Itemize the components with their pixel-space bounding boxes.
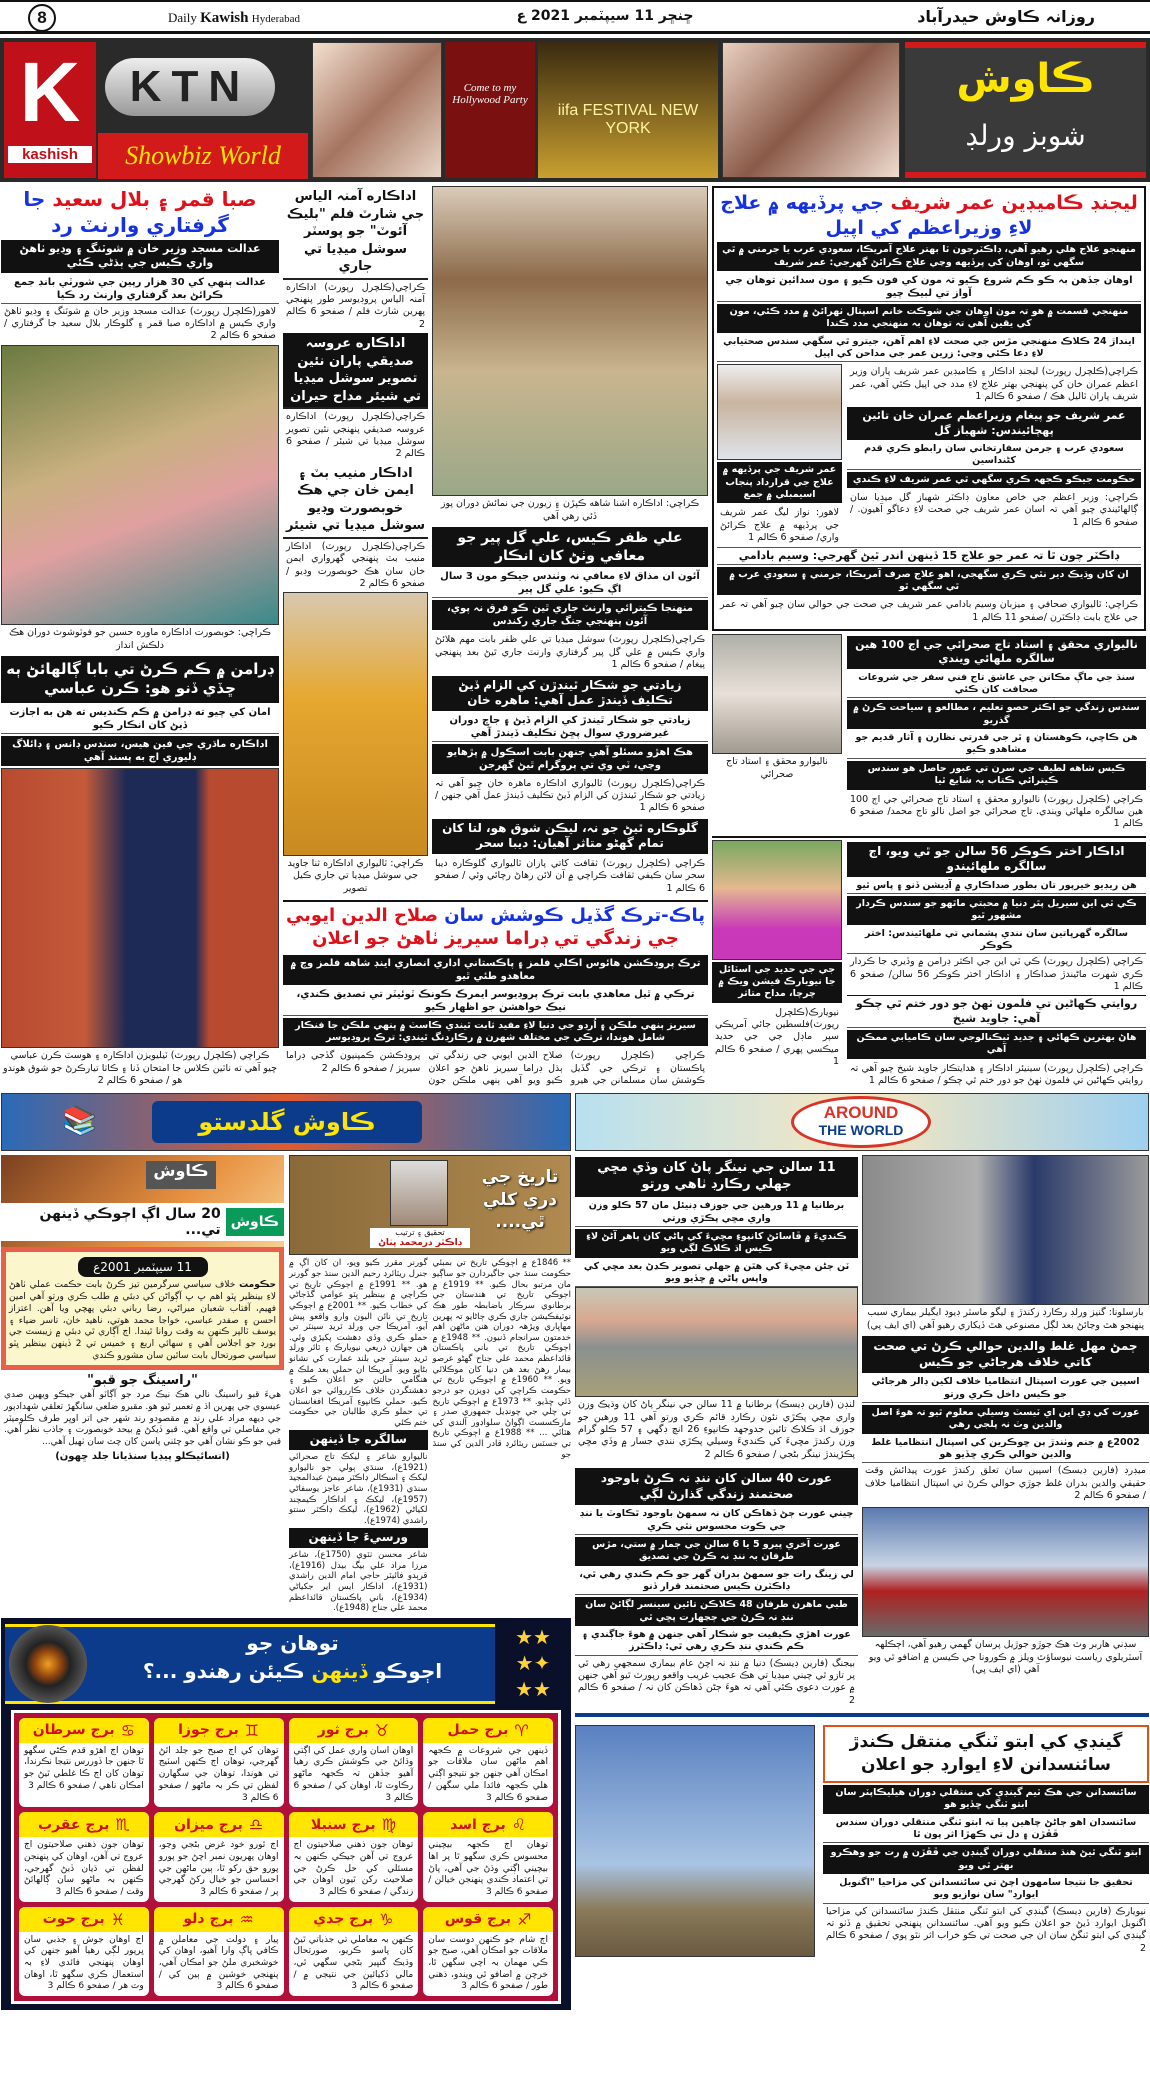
sana-javed-photo <box>283 592 428 856</box>
article-body: ڪراچي(ڪلچرل رپورٽ) سوشل ميڊيا تي علي ظفر بابت مهم هلائڻ واري ڪيس ۾ علي گل پير گرفتاري وارنٽ جاري ٿيڻ بعد پنهنجي پيغام / صفحو 6 ڪالم 1 <box>435 634 705 671</box>
brief-headline: اداڪاره عروسہ صديقي پاران نئين تصوير سوشل ميڊيا تي شيئر مداح حيران <box>283 333 428 409</box>
photo-caption: سڊني هاربر وٽ هڪ جوڙو جوڙيل پرسان گهمي رهيو آهي، اڄڪلهہ آسٽريلوي رياست نيوساؤٿ ويلز ۾ ڪورونا جي ڪيسن ۾ اضافو ٿي ويو آهي (اي ايف پي) <box>868 1639 1143 1676</box>
aquarius-icon: ♒ <box>239 1909 254 1929</box>
kiran-abbasi-photo <box>1 768 279 1049</box>
deck: برطانيا ۾ 11 ورهين جي جوزف ڊنيئل مان 57 ڪلو وزن واري مڇي پڪڙي ورتي <box>575 1199 858 1227</box>
zodiac-sign-name: برج دلو <box>183 1911 234 1928</box>
article-body: ڪراچي (ڪلچرل رپورٽ) سينيئر اداڪار ۽ هدايتڪار جاويد شيخ چيو آهي تہ روايتي ڪهاڻين تي فلمون ٺهڻ جو دور ختم ٿي چڪو / صفحو 6 ڪالم 1 <box>850 1062 1143 1087</box>
around-world-badge <box>791 1096 931 1148</box>
deck: تحقيق جا نتيجا سامهون اچڻ تي سائنسدانن کي مزاحيا "اگنوبل ايوارڊ" سان نوازيو ويو <box>823 1876 1149 1904</box>
daily-city: Hyderabad <box>251 13 301 25</box>
zodiac-forecast: ڏينهن جي شروعات ۾ ڪجهہ اهم ماڻهن سان ملاقات جو امڪان آهي جنهن جو نتيجو اڳتي هلي ڪجهہ فائدا ملي سگهن / صفحو 6 ڪالم 3 <box>428 1745 548 1803</box>
zodiac-card-header <box>19 1907 149 1932</box>
headline: روايتي ڪهاڻين تي فلمون ٺهڻ جو دور ختم ٿي چڪو آهي: جاويد شيخ <box>847 996 1146 1028</box>
story-taj-sahrai <box>712 634 1146 832</box>
brief-headline: اداڪاره آمنہ الياس جي شارٽ فلم "بليڪ آئوٽ" جو پوسٽر سوشل ميڊيا تي جاري <box>283 186 428 280</box>
horoscope-title-2: اڄوڪو ڏينهن ڪيئن رهندو ...؟ <box>142 1658 443 1683</box>
compiler-name: ڊاڪٽر درمحمد پٺاڻ <box>378 1237 462 1248</box>
deck: آئون ان مذاق لاءِ معافي نہ وٺندس جيڪو مون 3 سال اڳ ڪيو: علي گل پير <box>432 569 708 598</box>
tareekh-section <box>289 1155 571 1613</box>
deck: زيادتي جو شڪار ٿيندڙ کي الزام ڏيڻ ۽ جاچ دوران غيرضروري سوال پڇڻ تڪليف ڏيندڙ آهي <box>432 713 708 742</box>
virgo-icon: ♍ <box>381 1815 396 1835</box>
zodiac-card <box>19 1907 149 1996</box>
story-akhtar-kokar <box>712 836 1146 1090</box>
headline: زيادتي جو شڪار ٿيندڙن کي الزام ڏيڻ تڪليف ڏيندڙ عمل آهي: ماهره خان <box>432 676 708 711</box>
headline: اداڪار اختر ڪوڪر 56 سالن جو ٿي ويو، اڄ سالگره ملهائيندو <box>847 842 1146 877</box>
deck: اوهان جڏهن بہ ڪو ڪم شروع ڪيو تہ مون کي فون ڪيو ۽ مون سدائين توهان جي آواز تي لبيڪ چيو <box>717 273 1141 302</box>
deck: سندس زندگي جو اڪثر حصو تعليم ، مطالعو ۽ سياحت ڪرڻ ۾ گذريو <box>847 700 1146 729</box>
scorpio-icon: ♏ <box>115 1815 130 1835</box>
aries-icon: ♈ <box>514 1720 529 1740</box>
body-text: خلاف سياسي سرگرمين تيز ڪرڻ بابت حڪمت عملي ٺاهڻ لاءِ بينظير ڀٽو اهم ڀ ڀ آڳواڻن کي دبئي ۾ طلب ڪري ورتو آهي امين فهيم، آفتاب شعبان ميراڻي، رضا رباني دبئي پهچي ويا آهن. اعتزاز احسن ۽ صفدر عباسي، خواجا محمد هوتي، ناهيد خان، تاسر ضياء ۽ يوسف ٽالپر ڪنهن به وقت روانا ٿيندا. اڄ آڳاري ٿي دبئي ۾ زيبسٽ جي بورڊ جو اجلاس آهي ۽ سهائي اربع ۽ خميس تي 2 ڏينهن بينظير ڀٽو سياسي صورتحال بابت ساٿين سان مشورو ڪندي <box>9 1280 276 1361</box>
main-content <box>1 186 1149 2010</box>
kawish20-title <box>1 1203 284 1241</box>
story-javed-sheikh <box>847 995 1146 1089</box>
zodiac-card-header <box>154 1907 284 1932</box>
kawish-logo-top: ڪاوش <box>956 56 1095 102</box>
birthdays-body: ناليوارو شاعر ۽ ليکڪ تاج صحرائي (1921ع)، سنڌي ٻولي جو ناليوارو ليکڪ ۽ اسڪالر ڊاڪٽر ميمڻ عبدالمجيد سنڌي (1931ع)، شاعر عاجز يوسفاڻي (1957ع)، ليکڪ ۽ اداڪار ڪيمچند لکياڻي (1962ع)، ليکڪ ڊاڪٽر سنتو راشدي (1974ع). <box>289 1452 428 1526</box>
left-column <box>1 186 279 1089</box>
deck: سائنسدانن جي هڪ ٽيم گينڊي کي منتقلي دوران هيليڪاپٽر سان ابتو ٽنگي ڇڏيو هو <box>823 1785 1149 1814</box>
deck: سيريز ٻنهي ملڪن ۽ اُرڊو جي دنيا لاءِ مفيد ثابت ٿيندي ڪاسٽ ۾ ٻنهي ملڪن جا فنڪار شامل هوندا، ترڪي جي مختلف شهرن ۾ رڪارڊنگ ٿيندي: ترڪ پروڊيوسر <box>283 1018 708 1047</box>
zodiac-forecast: اڄ ٿورو خود غرض بڻجي وڃو، اوهان پهريون نمبر اچڻ جو پورو پورو حق رکو ٿا، ٻين ماڻهن جي احساسن جو خيال رکڻ گهرجي پر / صفحو 6 ڪالم 3 <box>158 1840 279 1897</box>
deck: منهنجي قسمت ۾ هو تہ مون اوهان جي شوڪت خانم اسپتال ٺهرائڻ ۾ مدد ڪئي، مون کي يقين آهي تہ توهان بہ منهنجي مدد ڪندا <box>717 304 1141 333</box>
story-umar-sharif <box>712 186 1146 631</box>
zodiac-card <box>289 1812 419 1901</box>
rasing-title: "راسينگ جو قبو" <box>87 1373 198 1389</box>
page-number: 8 <box>28 4 56 32</box>
kawish-showbiz-logo <box>905 42 1146 178</box>
kawish20-tag: ڪاوش <box>226 1208 284 1236</box>
zodiac-card-header <box>19 1812 149 1837</box>
kawish20-body <box>9 1280 276 1362</box>
deck: ڪنديءَ ۾ ڦاسائڻ کانپوءِ مڇيءَ کي پاڻي کان ٻاهر آڻڻ لاءِ ڪيس اڌ ڪلاڪ لڳي ويو <box>575 1229 858 1258</box>
deck: لي زينگ رات جو سمهڻ بدران گهر جو ڪم ڪندي رهي ٿي، ڊاڪٽرن ڪيس صحتمند قرار ڏنو <box>575 1568 858 1596</box>
photo-caption: ڪراچي: اداڪاره اشنا شاهه ڪپڙن ۽ زيورن جي نمائش دوران پوز ڏئي رهي آهي <box>440 498 700 522</box>
akhtar-kokar-photo <box>712 840 842 960</box>
article-body: نيويارڪ (فارين ڊيسڪ) گينڊي کي ابتو ٽنگي منتقل ڪندڙ سائنسدانن کي مزاحيا اگنوبل ايوارڊ ڏيڻ جو اعلان ڪيو ويو آهي. سائنسدانن پنهنجي تحقيق ۾ ڏٺو تہ گينڊي کي ابتو ٽنگڻ سان ان جي صحت تي ڪو خراب اثر نٿو پوي / صفحو 6 ڪالم 2 <box>826 1905 1146 1954</box>
death-anniversaries-body: شاعر محسن ٺٽوي (1750ع)، شاعر مرزا مراد علي بيگ بيدل (1916ع)، قرٻدو فائيٽر حاجي امام الدين راشدي (1931ع)، اداڪار ايس اير جکياڻي (1934ع)، باني پاڪستان قائداعظم محمد علي جناح (1948ع). <box>289 1550 428 1614</box>
brief-urwa <box>283 333 428 463</box>
compiler-box <box>370 1228 470 1248</box>
ktn-logo: KTN <box>105 58 275 116</box>
kawish20-logo: ڪاوش <box>146 1161 216 1189</box>
zodiac-card <box>154 1812 284 1901</box>
zodiac-card <box>154 1718 284 1807</box>
article-body: ميڊرڊ (فارين ڊيسڪ) اسپين سان تعلق رکندڙ عورت پيدائش وقت حقيقي والدين بدران غلط جوڙي حوالي ڪرڻ تي اسپتال انتظاميا خلاف / صفحو 6 ڪالم 2 <box>865 1465 1146 1502</box>
zodiac-forecast: اوهان اسان واري عمل کي اڳتي وڌائڻ جي ڪوشش ڪري رهيا آهيو جڏهن تہ ڪجهہ ماڻهو رڪاوٽ ٿا، اوهان کي / صفحو 6 ڪالم 3 <box>293 1745 414 1803</box>
zodiac-forecast: توهان جون ذهني صلاحيتون اڄ عروج تي آهن جيڪي ڪنهن بہ مسئلي کي حل ڪرڻ جي صلاحيت رکن ٿيون اوهان جي زندگي / صفحو 6 ڪالم 3 <box>293 1840 414 1897</box>
kawish20-title-text: 20 سال اڳ اڄوڪي ڏينهن تي... <box>39 1206 221 1239</box>
kashish-wordmark: kashish <box>8 146 92 163</box>
zodiac-forecast: توهان جون ذهني صلاحيتون اڄ عروج تي آهن، اوهان کي پنهنجن لفظن تي ڌيان ڏيڻ گهرجي، ڪنهن بہ ماڻهو سان ڳالهائڻ وقت / صفحو 6 ڪالم 3 <box>24 1840 144 1897</box>
zodiac-card <box>19 1812 149 1901</box>
story-sleep <box>575 1466 858 1709</box>
sydney-ferris-wheel-photo <box>862 1507 1149 1637</box>
deck: سنڌ جي ماڳ مڪانن جي عاشق تاج فني سفر جي شروعات صحافت کان ڪئي <box>847 671 1146 699</box>
deck: عورت کي ڊي اين اي ٽيسٽ وسيلي معلوم ٿيو تہ هوءَ اصل والدين وٽ نہ پلجي رهي <box>862 1405 1149 1434</box>
headline: ناليواري محقق ۽ استاد تاج صحرائي جي اڄ 100 هين سالگره ملهائي ويندي <box>847 636 1146 669</box>
brief-body: ڪراچي(ڪلچرل رپورٽ) اداڪاره آمنہ الياس پروڊيوسر طور پنهنجي پهرين شارٽ فلم / صفحو 6 ڪالم 2 <box>286 281 425 330</box>
mawra-hocane-photo <box>1 345 279 626</box>
sub-headline: عمر شريف جو پيغام وزيراعظم عمران خان تائين پهچائيندس: شهباز گل <box>847 407 1141 440</box>
bottom-section <box>1 1155 1149 2010</box>
headline: گينڊي کي ابتو ٽنگي منتقل ڪندڙ سائنسدانن لاءِ ايوارڊ جو اعلان <box>823 1725 1149 1783</box>
zodiac-sign-name: برج حوت <box>42 1911 105 1928</box>
kashish-logo <box>4 42 96 178</box>
deck: اداڪاره ماڌري جي فين هيس، سندس ڊانس ۽ ڊائلاگ ڊليوري اڄ به پسند آهي <box>1 736 279 766</box>
photo-caption-body: لاهور: نواز ليگ عمر شريف جي پرڏيهه ۾ علاج ڪرائڻ واري/ صفحو 6 ڪالم 1 <box>720 507 839 544</box>
sagittarius-icon: ♐ <box>517 1909 532 1929</box>
center-column <box>432 186 708 897</box>
deck: ان کان وڌيڪ دير نٿي ڪري سگهجي، اهو علاج صرف آمريڪا، جرمني ۽ سعودي عرب ۾ ٿي سگهي ٿو <box>717 567 1141 596</box>
headline: پاڪ-ترڪ گڏيل ڪوشش سان صلاح الدين ايوبي جي زندگي تي ڊراما سيريز ٺاهڻ جو اعلان <box>285 904 706 950</box>
zodiac-card-header <box>154 1812 284 1837</box>
rhino-helicopter-photo <box>575 1725 815 1957</box>
deck: حڪومت جيڪو ڪجهہ ڪري سگهي ٿي عمر شريف لاءِ ڪندي <box>847 472 1141 488</box>
zodiac-card-header <box>289 1718 419 1743</box>
tareekh-col-1: ** 1846ع ۾ اڄوڪي تاريخ تي بمبئي حڪومت سنڌ جي جاگيردارن جو ساڳيو مان مرتبو بحال ڪيو. ** 1919ع ۾ اڄوڪي تاريخ تي هندستان جي برطانوي سرڪار باضابطہ طور هڪ نوٽيفڪيشن جاري ڪري ڄاڻايو تہ پهرين مهاڀاري ويڙهہ دوران هنن ماڻهن اهم خدمتون سرانجام ڏنيون. ** 1948ع ۾ اڄوڪي تاريخ تي باني پاڪستان قائداعظم محمد علي جناح گهڻو عرصو بيمار رهڻ بعد هن دنيا کان موڪلائي ويو. ** 1960ع ۾ اڄوڪي تاريخ تي حڪومت ڪراچي کي ڊويزن جو درجو ڏئي ڇڏيو. ** 1973ع ۾ اڄوڪي تاريخ تي چلي جي چونڊيل جمهوري صدر ۽ مارڪسسٽ اڳواڻ سلواڊور آلندي کي هٽائي ... ** 1988ع ۾ اڄوڪي تاريخ تي جسٽس ريٽائرڊ قادر الدين کي سنڌ جو <box>432 1258 572 1460</box>
zodiac-sign-name: برج عقرب <box>38 1816 110 1833</box>
deck: عدالت مسجد وزير خان ۾ شوٽنگ ۽ وڊيو ٺاهڻ واري ڪيس جي ٻڌڻي ڪئي <box>1 240 279 273</box>
zodiac-forecast: توهان اڄ ڪجهہ بيچيني محسوس ڪري سگهو ٿا پر اها بيچيني اڳتي وڌڻ جي آهي، پاڻ تي اعتماد ڪندي پنهنجن خيالن / صفحو 6 ڪالم 3 <box>428 1840 548 1897</box>
article-body: ڪراچي (ڪلچرل رپورٽ) ثقافت کاتي پاران ٽاليواري گلوڪاره ديبا سحر سان ڪيفي ثقافت ڪراچي ۾ آن لائن رهاڻ رچائي وئي / صفحو 6 ڪالم 1 <box>435 857 705 894</box>
birthdays-title: سالگره جا ڏينهن <box>289 1430 428 1450</box>
daily-title-en <box>168 10 300 27</box>
zodiac-forecast: ڪنهن بہ معاملي تي جذباتي ٿيڻ کان پاسو ڪريو، صورتحال وڌيڪ گنڀير بڻجي سگهي ٿي، مالي ڏکيائين جي نتيجي ۾ / صفحو 6 ڪالم 3 <box>293 1934 414 1992</box>
photo-caption: ناليوارو محقق ۽ استاد تاج صحرائي <box>726 756 828 780</box>
zodiac-sign-name: برج سنبلا <box>310 1816 376 1833</box>
daily-name: Kawish <box>200 10 249 26</box>
k-logo: K <box>19 45 81 139</box>
libra-icon: ♎ <box>248 1815 264 1835</box>
daily-title-sd: روزانہ ڪاوش حيدرآباد <box>917 7 1095 26</box>
zodiac-card-header <box>289 1812 419 1837</box>
headline: عورت 40 سالن کان ننڊ نہ ڪرڻ باوجود صحتمند زندگي گذارڻ لڳي <box>575 1468 858 1505</box>
deck: عدالت ٻنهي کي 30 هزار رپين جي شورٽي بانڊ جمع ڪرائڻ بعد گرفتاري وارنٽ رد ڪيا <box>1 275 279 304</box>
article-body: ڪراچي: وزير اعظم جي خاص معاون ڊاڪٽر شهباز گل ميڊيا سان ڳالهائيندي چيو آهي تہ اسان عمر شريف جي صحت لاءِ دعاگو آهيون. / صفحو 6 ڪالم 1 <box>850 492 1138 528</box>
article-body: ڪراچي (ڪلچرل رپورٽ) ناليوارو محقق ۽ استاد تاج صحرائي جي اڄ 100 هين سالگره ملهائي ويندي. تاج صحرائي جو اصل نالو تاج محمد/ صفحو 6 ڪالم 1 <box>850 793 1143 830</box>
middle-columns <box>283 186 708 1089</box>
pisces-icon: ♓ <box>110 1909 125 1929</box>
zodiac-card <box>19 1718 149 1807</box>
taurus-icon: ♉ <box>374 1720 390 1740</box>
headline: گلوڪاره ٿيڻ جو نہ، ليڪن شوق هو، لتا کان تمام گهڻو متاثر آهيان: ديبا سحر <box>432 819 708 854</box>
article-body: لاهور(ڪلچرل رپورٽ) عدالت مسجد وزير خان ۾ شوٽنگ ۽ وڊيو ٺاهڻ واري ڪيس ۾ اداڪاره صبا قمر ۽ گلوڪار بلال سعيد جا گرفتاري / صفحو 6 ڪالم 2 <box>4 305 276 342</box>
right-column <box>712 186 1146 1089</box>
article-body: ڪراچي (ڪلچرل رپورٽ) پاڪستان ۽ ترڪي جي گڏيل ڪوشش سان مسلمانن جي هيرو صلاح الدين ايوبي جي زندگي تي ٻڌل ڊراما سيريز ٺاهڻ جو اعلان ڪيو ويو آهي ٻنهي ملڪن جون پروڊڪشن ڪمپنيون گڏجي ڊراما سيريز / صفحو 6 ڪالم 2 <box>286 1050 705 1087</box>
deck: چيني عورت ڄڻ ڏهاڪن کان نہ سمهڻ باوجود ٿڪاوٽ يا ننڊ جي ڪوت محسوس نٿي ڪري <box>575 1507 858 1535</box>
zodiac-card <box>289 1718 419 1807</box>
zodiac-card-header <box>289 1907 419 1932</box>
brief-amna <box>283 186 428 333</box>
brief-muneeb <box>283 463 428 593</box>
horoscope-section <box>1 1618 571 2010</box>
around-text: AROUND <box>823 1103 899 1123</box>
brief-body: ڪراچي(ڪلچرل رپورٽ) اداڪار منيب بٽ پنهنجي گهرواري ايمن خان سان هڪ خوبصورت وڊيو / صفحو 6 ڪالم 2 <box>286 540 425 589</box>
rasing-body: هيءَ قبو راسينگ نالي هڪ نيڪ مرد جو آڳاٽو آهي جيڪو ويهين صدي عيسوي جي پهرين اڌ ۾ تعمير ٿيو هو. مقبرو ضلعي سانگهڙ تعلقي شهدادپور جي ديهه مراد علي رند ۾ مقصودو رند شهر جي اتر اوڀر طرف ڪلوميٽر جي مفاصلي تي واقع آهي. قبو ڏيکڻ ۾ بيحد خوبصورت ۽ جاذب نظر آهي. قبي جو ڪو نشان آهي جو چئني پاسن کان چٽ سان ٺهيل آهي... <box>4 1390 281 1448</box>
world-text: THE WORLD <box>818 1122 904 1139</box>
sydney-photo-block <box>862 1507 1149 1678</box>
zodiac-forecast: پيار ۽ دولت جي معاملن ۾ ڪافي ڀاڳ وارا آهيو، اوهان کي خوشخبري ملڻ جو امڪان آهي، پنهنجي خوشين ۾ ٻين کي / صفحو 6 ڪالم 3 <box>158 1934 279 1992</box>
deck: ڪي ٽي اين سيريل پٿر دنيا ۾ محبتي ماٿهو جو سندس ڪردار مشهور ٿيو <box>847 896 1146 925</box>
headline: ڄمڻ مهل غلط والدين حوالي ڪرڻ تي صحت کاتي خلاف هرجاڻي جو ڪيس <box>862 1336 1149 1373</box>
headline: جي جي حديد جي اسٽائل جا نيويارڪ فيشن ويڪ ۾ چرچا، مداح متاثر <box>712 962 842 1003</box>
kawish20-date: 11 سيپٽمبر 2001ع <box>78 1257 208 1277</box>
stars-decoration: ★★ ★✦ ★★ <box>515 1624 551 1701</box>
story-rhino <box>575 1713 1149 1957</box>
zodiac-card-header <box>423 1812 553 1837</box>
zodiac-card <box>423 1718 553 1807</box>
compiler-label: تحقيق ۽ ترتيب <box>395 1228 445 1238</box>
zodiac-sign-name: برج جدي <box>313 1911 374 1928</box>
deck: هن ريڊيو خيرپور تان بطور صداڪاري ۾ آڊيشن ڏنو ۽ پاس ٿيو <box>847 879 1146 894</box>
death-anniversaries-title: ورسيءَ جا ڏينهن <box>289 1528 428 1548</box>
story-pak-turk <box>283 900 708 1090</box>
cancer-icon: ♋ <box>120 1720 135 1740</box>
zodiac-sign-name: برج ثور <box>317 1722 369 1739</box>
taj-sahrai-photo <box>712 634 842 754</box>
deck: هاڻ بهترين ڪهاڻي ۽ جديد ٽيڪنالوجي سان ڪاميابي ممڪن آهي <box>847 1030 1146 1059</box>
horoscope-header <box>5 1624 495 1704</box>
side-briefs <box>283 186 428 897</box>
tareekh-col-2: گورنر مقرر ڪيو ويو، ان کان اڳ ۾ جنرل ريٽائرڊ رحيم الدين سنڌ جو گورنر هو. ** 1991ع ۾ اڄوڪي تاريخ تي ڪراچي ۾ بينظير ڀٽو عوامي گڏجاڻي کي خطاب ڪيو. ** 2001ع ۾ اڄوڪي تاريخ تي نائن اليون وارو واقعو پيش آيو، آمريڪا جي ورلڊ ٽريڊ سينٽر تي حملو ڪري وڏي دهشت پکيڙي وئي. هن جهازن ذريعي نيويارڪ ۽ ٽائر ورلڊ ٽريڊ سينٽر جي بلند عمارت کي نشانو بڻايو ويو. آمريڪا ان حملي بعد ملڪ ۾ هنگامي حالتن جو اعلان ڪيو ۽ دهشتگردن خلاف ڪارروائي جو اعلان ڪيو. حملي ڪانپوءِ آمريڪا افغانستان تي حملو ڪري طالبان جي حڪومت ختم ڪئي <box>289 1258 428 1428</box>
kawish20-banner <box>1 1155 284 1247</box>
kawish-20-years <box>1 1155 284 1461</box>
sturgeon-photo <box>575 1287 858 1397</box>
gemini-icon: ♊ <box>244 1720 260 1740</box>
zodiac-card-header <box>423 1718 553 1743</box>
photo-caption-headline: عمر شريف جي پرڏيهه ۾ علاج جي قرارداد پنجاب اسيمبلي ۾ جمع <box>717 462 842 503</box>
headline: 11 سالن جي نينگر پاڻ کان وڏي مڇي جهلي رڪارڊ ٺاهي ورتو <box>575 1157 858 1197</box>
author-photo <box>390 1160 448 1226</box>
deck: ترڪ پروڊڪشن هائوس اڪلي فلمز ۽ پاڪستاني اداري انصاري اينڊ شاهه فلمز وچ ۾ معاهدو طئي ٿيو <box>283 955 708 985</box>
headline: علي ظفر ڪيس، علي گل پير جو معافي وٺڻ کان انڪار <box>432 527 708 567</box>
article-body: نيويارڪ(ڪلچرل رپورٽ)فلسطين جائي آمريڪي سپر ماڊل جي جي حديد ميڪسي پهري / صفحو 6 ڪالم 1 <box>715 1006 839 1067</box>
zodiac-wheel-icon <box>9 1625 87 1703</box>
deck: ترڪي ۾ ٿيل معاهدي بابت ترڪ پروڊيوسر ايمرڪ ڪونڪ ٽوئيٽر تي تصديق ڪندي، نيڪ خواهشن جو اظهار ڪيو <box>283 987 708 1016</box>
issue-date: ڇنڇر 11 سيپٽمبر 2021 ع <box>516 8 694 24</box>
zodiac-sign-name: برج حمل <box>447 1722 509 1739</box>
article-body: بيجنگ (فارين ڊيسڪ) دنيا ۾ ننڊ نہ اچڻ عام بيماري سمجهي رهي ٿي پر تازو ٿي چيني ميڊيا تي هڪ عجيب غريب واقعو رپورٽ ٿيو آهي جنهن ۾ عورت دعوي ڪئي آهي تہ هوءَ ڄڻن ڏهاڪن کان نہ / صفحو 6 ڪالم 2 <box>578 1657 855 1706</box>
deck: ٽن ڄڻن مڇيءَ کي هٿن ۾ جهلي تصوير ڪڍڻ بعد مڇي کي واپس پاڻي ۾ ڇڏيو ويو <box>575 1260 858 1288</box>
umar-sharif-photo <box>717 364 842 460</box>
deck: سالگره گهرڀاتين سان نندي پشماني تي ملهائيندس: اختر ڪوڪر <box>847 927 1146 955</box>
zodiac-sign-name: برج قوس <box>444 1911 512 1928</box>
deck: 2002ع ۾ جنم وٺندڙ ٻن ڇوڪرين کي اسپتال انتظاميا غلط والدين حوالي ڪري ڇڏيو هو <box>862 1436 1149 1464</box>
photo-caption: ڪراچي (ڪلچرل رپورٽ) ٽيليويزن اداڪاره ۽ هوسٽ ڪرن عباسي چيو آهي ته ناٽين ڪلاس جا امتحان ڏنا ۽ ڪاٺا تيارڪرڻ جو شوق هوندو هو / صفحو 6 ڪالم 2 <box>3 1050 277 1087</box>
zodiac-card-header <box>423 1907 553 1932</box>
tareekh-banner <box>289 1155 571 1255</box>
rasing-source: (انسائيڪلو پيڊيا سنڌيانا جلد ڇهون) <box>55 1450 230 1462</box>
zodiac-forecast: توهان کي اڄ صبح جو جلد اٿڻ گهرجي، توهان اڄ ڪنهن اسٽيج تي هوندا، توهان جي سگهارن لفظن تي ڪر بہ ماڻهو / صفحو 6 ڪالم 3 <box>158 1745 279 1803</box>
ushna-shah-photo <box>432 186 708 496</box>
zodiac-card-header <box>19 1718 149 1743</box>
photo-caption: بارسلونا: گنيز ورلڊ رڪارڊ رکندڙ ۽ ليگو ماسٽر ڊيوڊ ايگيلر بيماري سبب پنهنجو هٿ وڃائڻ بعد لڳل مصنوعي هٿ ڏيکاري رهيو آهي (اي ايف پي) <box>866 1307 1145 1331</box>
zodiac-sign-name: برج جوزا <box>178 1722 239 1739</box>
brief-headline: اداڪار منيب بٽ ۽ ايمن خان جي هڪ خوبصورت وڊيو سوشل ميڊيا تي شيئر <box>283 463 428 539</box>
zodiac-sign-name: برج ميزان <box>174 1816 243 1833</box>
article-body: ڪراچي(ڪلچرل رپورٽ) ٽاليواري اداڪاره ماهره خان چيو آهي تہ زيادتي جو شڪار ٿيندڙن کي الزام ڏيڻ تڪليف ڏيندڙ عمل آهي جنهن / صفحو 6 ڪالم 1 <box>435 777 705 814</box>
celebrity-collage-left <box>312 42 442 178</box>
deck: اينداڙ 24 ڪلاڪ منهنجي مڙس جي صحت لاءِ اهم آهن، جيترو ٿي سگهي سندس صحتيابي لاءِ دعا ڪئي وڃي: زرين عمر جي مداحن کي اپيل <box>717 335 1141 363</box>
sub-headline: ڊاڪٽر چون ٿا تہ عمر جو علاج 15 ڏينهن اندر ٿيڻ گهرجي: وسيم بادامي <box>717 547 1141 565</box>
zodiac-forecast: توهان اڄ اهڙو قدم ڪڻي سگهو ٿا جنهن جا ڏوررس نتيجا نڪرندا، توهان کان اڄ ڪا غلطي ٿيڻ جو امڪان ناهي / صفحو 6 ڪالم 3 <box>24 1745 144 1791</box>
masthead <box>0 0 1150 34</box>
zodiac-card <box>289 1907 419 1996</box>
deck: ڪيس شاهه لطيف جي سرن تي عبور حاصل هو سندس ڪيترائي ڪتاب بہ شايع ٿيا <box>847 761 1146 790</box>
guldasto-title: ڪاوش گلدستو <box>152 1101 422 1143</box>
celebrity-collage-right <box>722 42 900 178</box>
headline: ڊرامن ۾ ڪم ڪرڻ تي بابا ڳالهائڻ ٻه ڇڏي ڏنو هو: ڪرن عباسي <box>1 656 279 703</box>
deck: هن ڪاڇي، ڪوهستان ۽ ٿر جي قدرتي نظارن ۽ آثار قديم جو مشاهدو ڪيو <box>847 731 1146 759</box>
article-body: ڪراچي: ٽاليواري صحافي ۽ ميزبان وسيم بادامي عمر شريف جي صحت جي حوالي سان چيو آهي تہ عمر جي علاج بابت ڊاڪٽرن /صفحو 11 ڪالم 1 <box>720 599 1138 623</box>
article-body: لنڊن (فارين ڊيسڪ) برطانيا ۾ 11 سالن جي نينگر پاڻ کان وڌيڪ وزن واري مڇي پڪڙي نئون رڪارڊ قائم ڪري ورتو آهي 11 ورهين جو جوزف اڌ ڪلاڪ تائين جدوجهد ڪانپوءِ 26 انچ ڊگهي ۽ 57 ڪلو گرام وزن رکندڙ مڇيءَ کي ڪنديءَ وسيلي پڪڙي نندي جسار ۾ وڏي مڇي پڪڙيندڙ نينگر بڻجي / صفحو 6 ڪالم 2 <box>578 1399 856 1460</box>
brief-body: ڪراچي(ڪلچرل رپورٽ) اداڪاره عروسہ صديقي پنهنجي نئين تصوير سوشل ميڊيا تي شيئر / صفحو 6 ڪالم 2 <box>286 411 425 460</box>
kawish-logo-bottom: شوبز ورلڊ <box>965 119 1086 152</box>
around-world-banner <box>575 1093 1149 1151</box>
zodiac-card-header <box>154 1718 284 1743</box>
capricorn-icon: ♑ <box>379 1909 394 1929</box>
lego-hand-photo <box>862 1155 1149 1305</box>
zodiac-sign-name: برج سرطان <box>32 1722 115 1739</box>
deck: ابتو ٽنگي ٿيڻ هنڌ منتقلي دوران گينڊن جي ڦڦڙن ۾ رت جو وهڪرو بهتر ٿي ويو <box>823 1845 1149 1874</box>
deck: سعودي عرب ۽ جرمن سفارتخاني سان رابطو ڪري قدم کڻنداسين <box>847 442 1141 470</box>
deck: امان کي چيو ته ڊرامن ۾ ڪم ڪنديس ته هن به اجازت ڏيڻ کان انڪار ڪيو <box>1 705 279 734</box>
deck: هڪ اهڙو مسئلو آهي جنهن بابت اسڪول ۾ پڙهايو وڃي، ٽي وي تي پروگرام ٿيڻ گهرجن <box>432 744 708 774</box>
zodiac-card <box>423 1907 553 1996</box>
story-fish-record <box>575 1155 858 1463</box>
photo-caption: ڪراچي: خوبصورت اداڪاره ماوره حسين جو فوٽوشوٽ دوران هڪ دلڪش انداز <box>9 627 271 651</box>
lead-word: حڪومت <box>239 1280 276 1291</box>
saba-headline: صبا قمر ۽ بلال سعيد جا گرفتاري وارنٽ رد <box>23 187 257 237</box>
zodiac-card <box>423 1812 553 1901</box>
top-section <box>1 186 1149 1089</box>
article-body: ڪراچي(ڪلچرل رپورٽ) ليجنڊ اداڪار ۽ ڪاميڊين عمر شريف پاران وزير اعظم عمران خان کي پنهنجي بهتر علاج لاءِ مدد جي اپيل ڪئي آهي، عمر شريف پاران ٽاليل هڪ / صفحو 6 ڪالم 1 <box>850 366 1138 403</box>
books-icon: 📚 <box>62 1104 97 1138</box>
showbiz-banner <box>0 38 1150 182</box>
zodiac-grid <box>11 1710 561 2004</box>
daily-prefix: Daily <box>168 10 197 25</box>
rasing-article <box>1 1373 284 1461</box>
photo-caption: ڪراچي: ٽاليواري اداڪاره ثنا جاويد جي سوشل ميڊيا تي جاري ڪيل تصوير <box>287 857 424 894</box>
zodiac-sign-name: برج اسد <box>450 1816 506 1833</box>
deck: منهنجو علاج هلي رهيو آهي، ڊاڪٽرجون ٽا بهتر علاج آمريڪا، سعودي عرب يا جرمني ۾ ٿي سگهي ٿو، اوهان کي پرڏيهه وڃي علاج ڪرائڻ گهرجي: عمر شريف <box>717 242 1141 271</box>
deck: عورت اهڙي ڪيفيت جو شڪار آهي جنهن ۾ هوءَ جاڳندي ۽ ڪم ڪندي ننڊ ڪري رهي ٿي: ڊاڪٽرز <box>575 1628 858 1656</box>
headline: ليجنڊ ڪاميڊين عمر شريف جي پرڏيهه ۾ علاج لاءِ وزيراعظم کي اپيل <box>720 192 1138 239</box>
story-lego-dna <box>862 1155 1149 1504</box>
iifa-image: iifa FESTIVAL NEW YORK <box>538 42 718 178</box>
zodiac-card <box>154 1907 284 1996</box>
showbiz-world-label: Showbiz World <box>98 133 308 179</box>
article-body: ڪراچي (ڪلچرل رپورٽ) ڪي ٽي اين جي اڪثر ڊرامن ۾ وڏيري جا ڪردار ڪري شهرت ماڻيندڙ صداڪار ۽ اداڪار اختر ڪوڪر 56 سالن/ صفحو 6 ڪالم 1 <box>850 956 1143 993</box>
horoscope-title-1: توهان جو <box>246 1630 339 1655</box>
deck: طبي ماهرن طرفان 48 ڪلاڪن تائين سينسر لڳائڻ سان ننڊ نہ ڪرڻ جي ڄڃهارت پڇي ٿي <box>575 1597 858 1626</box>
tareekh-title: تاريخ جي دري کلي ٿي.... <box>481 1167 559 1232</box>
deck: عورت آخري ڀيرو 5 يا 6 سالن جي ڄمار ۾ ستي، مڙس طرفان بہ ننڊ نہ ڪرڻ جي تصديق <box>575 1537 858 1566</box>
leo-icon: ♌ <box>511 1815 527 1835</box>
deck: منهنجا ڪيترائي وارنٽ جاري ٿين ڪو فرق نہ پوي، آئون پنهنجي جنگ جاري رکندس <box>432 600 708 630</box>
zodiac-forecast: اڄ اوهان جوش ۽ جذبي سان ڀرپور لڳي رهيا آهيو جنهن کي اوهان پنهنجي فائدي لاءِ بہ استعمال ڪري سگهو ٿا، اوهان وٽ هر / صفحو 6 ڪالم 3 <box>24 1934 144 1992</box>
deck: اسپين جي عورت اسپتال انتظاميا خلاف لکين ڊالر هرجاڻي جو ڪيس داخل ڪري ورتو <box>862 1375 1149 1403</box>
deck: سائنسدان اهو ڄاڻڻ چاهين پيا تہ ابتو ٽنگي منتقلي دوران سندس ڦڦڙن ۽ دل تي ڪهڙا اثر پون ٿا <box>823 1816 1149 1844</box>
clapperboard-image: Come to my Hollywood Party <box>445 42 535 178</box>
zodiac-forecast: اڄ شام جو ڪنهن دوست سان ملاقات جو امڪان آهي، صبح جو ڪي مهمان بہ اچي سگهن ٿا، خرچن ۾ اضافو ٿي ويندو، ذهني طور / صفحو 6 ڪالم 3 <box>428 1934 548 1992</box>
guldasto-banner <box>1 1093 571 1151</box>
